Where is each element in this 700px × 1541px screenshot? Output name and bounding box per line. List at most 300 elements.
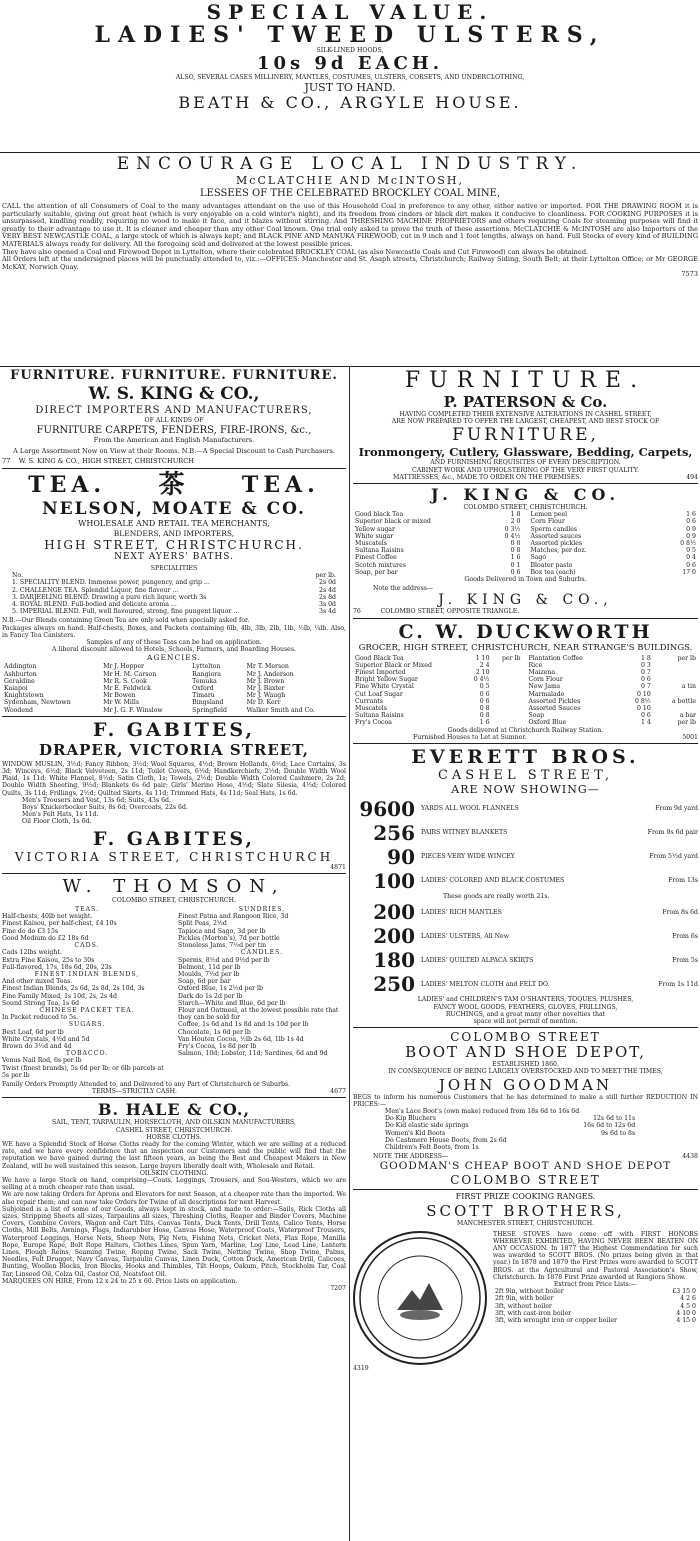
jking-row-cell: 0 9 — [686, 532, 696, 540]
divider — [353, 1189, 698, 1190]
agency-cell: Mr D. Kerr — [246, 699, 281, 707]
list-line: Stoneless Jams, 7½d per tin — [178, 942, 267, 950]
list-line: Finest Indian Blends, 2s 6d, 2s 8d, 2s 10d, 3s — [2, 985, 145, 993]
scott-price-row — [493, 1303, 698, 1310]
agency-cell: Timaru — [192, 692, 215, 700]
jking-row — [353, 518, 523, 525]
duckworth-row-cell: Superior Black or Mixed — [355, 661, 432, 669]
everett-row — [353, 821, 698, 845]
list-line: CANDLES. — [240, 949, 284, 957]
everett-rows — [353, 797, 698, 996]
duckworth-row-cell: Rice — [528, 661, 543, 669]
paterson-l2: ARE NOW PREPARED TO OFFER THE LARGEST, CHEAPEST, AND BEST STOCK OF — [391, 418, 660, 426]
tea-item-price: 3s 0d — [319, 601, 336, 608]
jking-row-cell: 0 1 — [510, 561, 521, 569]
paterson-l6: CABINET WORK AND UPHOLSTERING OF THE VERY FIRST QUALITY. — [411, 466, 640, 474]
tea-item-text: 1. SPECIALITY BLEND. Immense power, pungency, and grip ... — [12, 579, 210, 587]
duckworth-row-cell — [492, 705, 523, 712]
thomson-address: COLOMBO STREET, CHRISTCHURCH. — [112, 896, 236, 904]
duckworth-row-cell: Maizena — [528, 669, 556, 677]
beath-sub: SILK-LINED HOODS, — [316, 47, 384, 54]
tea-next: NEXT AYERS' BATHS. — [114, 551, 234, 562]
jking-row — [353, 554, 523, 561]
scott-ranges: FIRST PRIZE COOKING RANGES. — [455, 1192, 596, 1202]
duckworth-row-cell: New Jams — [528, 683, 561, 691]
jking-row-cell: Sultana Raisins — [355, 547, 404, 555]
right-column — [353, 368, 698, 1538]
everett-row — [353, 948, 698, 972]
everett-price: From 9d yard — [655, 805, 698, 813]
paterson-l7-line — [353, 474, 698, 481]
king-goods: FURNITURE CARPETS, FENDERS, FIRE-IRONS, &c., — [36, 425, 312, 437]
tea-perlb: per lb. — [315, 572, 336, 580]
duckworth-row — [353, 655, 523, 662]
list-line: SUNDRIES. — [238, 906, 286, 914]
jking-row — [529, 554, 699, 561]
list-line: TOBACCO. — [65, 1050, 109, 1058]
boot-overstocked: IN CONSEQUENCE OF BEING LARGELY OVERSTOCKED AND TO MEET THE TIMES, — [388, 1068, 663, 1076]
everett-street: CASHEL STREET, — [437, 768, 614, 784]
list-line: Cads 12lbs weight. — [2, 949, 62, 957]
everett-row — [353, 869, 698, 893]
duckworth-row — [353, 705, 523, 712]
agency-cell: Sydenham, Newtown — [4, 699, 71, 707]
tea-item-text: 4. ROYAL BLEND. Full-bodied and delicate aroma ... — [12, 601, 177, 608]
list-line: Chocolate, 1s 6d per lb — [178, 1028, 251, 1036]
boot-goodman: JOHN GOODMAN — [438, 1075, 613, 1094]
boot-number: 4438 — [682, 1153, 698, 1161]
duckworth-row — [527, 662, 699, 669]
scott-price-row-cell: 2ft 9in, with boiler — [495, 1295, 554, 1303]
list-line: TEAS. — [74, 906, 100, 914]
agency-row — [2, 685, 346, 692]
everett-qty: 256 — [373, 821, 415, 846]
list-line: Finest Patna and Rangoon Rice, 3d — [178, 913, 289, 921]
duckworth-row-cell: 1 10 — [475, 654, 490, 662]
tea-packages: Packages always on hand. Half-chests, Boxes, and Packets containing 6lb, 4lb, 3lb, 2lb, 1lb, ½lb, ¼lb. Also, in Fancy Tea Canisters. — [2, 624, 346, 639]
jking-row-cell: Muscatels — [355, 540, 387, 548]
jking-row-cell: Corn Flour — [530, 518, 565, 526]
duckworth-row — [527, 683, 699, 690]
duckworth-row-cell: 0 4½ — [473, 676, 490, 684]
everett-item: PIECES VERY WIDE WINCEY — [421, 853, 515, 861]
duckworth-row-cell: Cut Loaf Sugar — [355, 690, 403, 698]
tea-agencies-title: AGENCIES. — [147, 653, 201, 663]
everett-item: LADIES' QUILTED ALPACA SKIRTS — [421, 956, 534, 964]
agency-cell: Springfield — [192, 706, 227, 714]
everett-item: LADIES' COLORED AND BLACK COSTUMES — [421, 877, 565, 885]
agency-cell: Knightstown — [4, 692, 44, 700]
list-line: Twist (finest brands), 5s 6d per lb; or 6lb parcels at 5s per lb — [2, 1064, 164, 1079]
tea-title-right: TEA. — [241, 471, 320, 498]
agency-row — [2, 699, 346, 706]
everett-item: PAIRS WITNEY BLANKETS — [421, 829, 508, 837]
duckworth-row — [353, 719, 523, 726]
beath-just: JUST TO HAND. — [304, 81, 396, 95]
duckworth-row-cell: 1 4 — [640, 719, 651, 727]
duckworth-row — [353, 662, 523, 669]
duckworth-row-cell: 1 8 — [640, 654, 651, 662]
duckworth-row-cell: a tin — [681, 683, 696, 691]
duckworth-row-cell: 0 6 — [479, 690, 490, 698]
duckworth-row-cell — [492, 712, 523, 719]
duckworth-row-cell: 2 10 — [475, 669, 490, 677]
jking-row-cell: Finest Coffee — [355, 554, 397, 562]
boot-note-line — [353, 1153, 698, 1160]
boot-row — [383, 1115, 637, 1122]
duckworth-row — [527, 691, 699, 698]
boot-row-cell: Children's Felt Boots, from 1s — [385, 1143, 479, 1151]
list-line: Fine Family Mixed, 1s 10d, 2s, 2s 4d — [2, 992, 117, 1000]
hale-marquees: MARQUEES ON HIRE, From 12 x 24 to 25 x 60. Price Lists on application. — [2, 1277, 238, 1285]
jking-row — [529, 511, 699, 518]
boot-row-cell — [581, 1137, 637, 1144]
duckworth-row-cell: 0 6 — [479, 697, 490, 705]
jking-row — [353, 562, 523, 569]
duckworth-furn-line — [353, 734, 698, 741]
tea-item-text: 5. IMPERIAL BLEND. Full, well flavoured, strong, fine pungent liquor ... — [12, 608, 240, 616]
hale-number: 7207 — [330, 1285, 346, 1293]
boot-row — [383, 1144, 637, 1151]
king-number: 77 — [2, 457, 11, 466]
scott-price-row-cell: 4 15 0 — [676, 1316, 696, 1324]
list-line: Starch—White and Blue, 6d per lb — [178, 999, 286, 1007]
jking-row — [353, 526, 523, 533]
thomson-family: Family Orders Promptly Attended to, and Delivered to any Part of Christchurch or Suburbs. — [2, 1080, 291, 1088]
boot-note: NOTE THE ADDRESS— — [373, 1153, 449, 1161]
everett-row — [353, 972, 698, 996]
duckworth-lists — [353, 655, 698, 727]
list-line: Extra Fine Kaisou, 25s to 30s — [2, 956, 95, 964]
list-line: Full-flavored, 17s, 18s 6d, 20s, 23s — [2, 963, 112, 971]
tea-samples: Samples of any of these Teas can be had on application. — [86, 639, 262, 647]
list-line: Pickles (Morton's), 7d per bottle — [178, 934, 280, 942]
everett-price: From 6s — [672, 932, 698, 940]
boot-established: ESTABLISHED 1860. — [492, 1061, 559, 1069]
jking-row — [529, 533, 699, 540]
jking-name2: J. KING & CO., — [438, 592, 613, 609]
scott-body: THESE STOVES have come off with FIRST HONORS WHEREVER EXHIBITED, HAVING NEVER BEEN BEATEN ON ANY OCCASION. In 1877 the Highest Commendation for such was awarded to SCOTT BROS. (No prizes being given in that year.) In 1878 and 1879 the First Prizes were awarded to SCOTT BROS. at the Agricultural and Pastoral Association's Show, Christchurch. In 1878 First Prize awarded at Rangiora Show. — [493, 1230, 698, 1281]
duckworth-row-cell: 0 6 — [640, 712, 651, 720]
duckworth-row-cell: Fry's Cocoa — [355, 719, 392, 727]
tea-nb: N.B.—Our Blends containing Green Tea are only sold when specially asked for. — [2, 617, 250, 625]
jking-row-cell: 2 0 — [510, 518, 521, 526]
tea-header — [2, 471, 346, 499]
duckworth-row-cell — [653, 691, 698, 698]
king-address-line — [2, 458, 346, 466]
tea-item — [12, 594, 336, 601]
tea-item — [12, 608, 336, 615]
jking-row — [353, 540, 523, 547]
jking-row-cell: 0 4 — [686, 554, 696, 562]
thomson-name: W. THOMSON, — [62, 875, 286, 897]
duckworth-row-cell: 0 10 — [637, 705, 651, 713]
boot-row — [383, 1108, 637, 1115]
jking-row-cell: 0 9 — [686, 525, 696, 533]
everett-item: YARDS ALL WOOL FLANNELS — [421, 805, 519, 813]
tea-street: HIGH STREET, CHRISTCHURCH. — [44, 537, 304, 552]
jking-list-left — [353, 511, 523, 576]
thomson-lists — [2, 906, 346, 1079]
beath-also: ALSO, SEVERAL CASES MILLINERY, MANTLES, COSTUMES, ULSTERS, CORSETS, AND UNDERCLOTHING, — [175, 74, 525, 82]
scott-price-row-cell: 4 10 0 — [676, 1309, 696, 1317]
list-line: Dark do 1s 2d per lb — [178, 992, 243, 1000]
agency-cell: Mr J. Hopper — [103, 663, 144, 671]
duckworth-row-cell: Good Black Tea — [355, 654, 404, 662]
scott-price-row-cell: 4 5 0 — [680, 1302, 696, 1310]
duckworth-row — [527, 698, 699, 705]
scott-price-row-cell: 3ft, with cast-iron boiler — [495, 1309, 572, 1317]
duckworth-row-cell — [492, 676, 523, 683]
agency-cell: Oxford — [192, 685, 214, 693]
divider — [353, 483, 698, 484]
column-divider — [349, 366, 350, 1541]
boot-title: BOOT AND SHOE DEPOT, — [405, 1043, 646, 1062]
duckworth-row — [353, 676, 523, 683]
jking-row-cell: Lemon peel — [530, 511, 568, 519]
duckworth-row-cell — [653, 705, 698, 712]
paterson-l1: HAVING COMPLETED THEIR EXTENSIVE ALTERATIONS IN CASHEL STREET, — [399, 411, 652, 418]
paterson-l7: MATTRESSES, &c., MADE TO ORDER ON THE PREMISES. — [393, 473, 582, 481]
everett-qty: 250 — [373, 972, 415, 997]
beath-title: LADIES' TWEED ULSTERS, — [94, 22, 606, 48]
agency-cell: Ashburton — [4, 670, 37, 678]
jking-row-cell: Scotch mixtures — [355, 561, 406, 569]
duckworth-row — [353, 669, 523, 676]
agency-cell: Kaiapoi — [4, 685, 28, 693]
jking-address2: COLOMBO STREET, OPPOSITE TRIANGLE. — [380, 608, 520, 616]
list-line: Oxford Blue, 1s 2½d per lb — [178, 985, 263, 993]
tea-item-price: 2s 0d — [319, 579, 336, 587]
list-line: Fry's Cocoa, 1s 8d per lb — [178, 1042, 257, 1050]
beath-name: BEATH & CO., ARGYLE HOUSE. — [178, 93, 522, 113]
duckworth-row — [353, 691, 523, 698]
duckworth-row-cell: 0 5 — [479, 683, 490, 691]
everett-f2: FANCY WOOL GOODS, FEATHERS, GLOVES, FRILLINGS, — [433, 1003, 618, 1011]
hale-horse-head: HORSE CLOTHS. — [146, 1133, 202, 1141]
list-line: SUGARS. — [68, 1021, 106, 1029]
jking-row-cell: Matches, per doz. — [530, 547, 587, 555]
association-seal-icon — [353, 1231, 487, 1365]
king-importers: DIRECT IMPORTERS AND MANUFACTURERS, — [35, 405, 313, 416]
paterson-name: P. PATERSON & Co. — [443, 393, 608, 411]
scott-price-row-cell: 2ft 9in, without boiler — [495, 1288, 564, 1296]
hale-trade: SAIL, TENT, TARPAULIN, HORSECLOTH, AND OILSKIN MANUFACTURERS, — [51, 1119, 297, 1127]
tea-item — [12, 579, 336, 586]
everett-row — [353, 900, 698, 924]
duckworth-row — [353, 712, 523, 719]
agency-cell: Addington — [4, 663, 37, 671]
jking-row-cell: 1 6 — [510, 554, 521, 562]
jking-row — [529, 518, 699, 525]
jking-row-cell: Yellow sugar — [355, 525, 395, 533]
everett-qty: 90 — [387, 845, 415, 870]
scott-price-row — [493, 1288, 698, 1295]
jking-row-cell: 0 8½ — [680, 540, 696, 548]
duckworth-row — [527, 719, 699, 726]
agency-row — [2, 671, 346, 678]
duckworth-row-cell: 2 4 — [479, 661, 490, 669]
coal-body: CALL the attention of all Consumers of Coal to the many advantages attendant on the use of this Household Coal in preference to any other, either native or imported. FOR THE DRAWING ROOM it is particularly suitable, giving out great heat (which is very enjoyable on a cold winter's night), and its freedom from cinders or black dirt makes it conducive to cleanliness. FOR COOKING PURPOSES it is unsurpassed, kindling readily, requiring no wood to make it face, and it blazes without stirring. And THRESHING MACHINE PROPRIETORS and others requiring Coals for steaming purposes will find it greatly to their advantage to use it. It is cleaner and cheaper than any other Coal known. One trial only asked to prove the truth of these assertions. McCLATCHIE & McINTOSH are also Importers of the VERY BEST NEWCASTLE COAL, a large stock of which is always kept; and BLACK PINE AND MANUKA FIREWOOD, cut in 9 inch and 1 foot lengths, always on hand. Full Stocks of every kind of BUILDING MATERIALS always ready for delivery. All the foregoing sold and delivered at the lowest possible prices. — [2, 202, 698, 248]
boot-address1: GOODMAN'S CHEAP BOOT AND SHOE DEPOT — [379, 1160, 672, 1173]
everett-row — [353, 924, 698, 948]
paterson-title: FURNITURE. — [404, 368, 647, 393]
list-line: Finest Kaisou, per half-chest, £4 10s — [2, 920, 117, 928]
list-line: CHINESE PACKET TEA. — [39, 1006, 135, 1014]
list-line: Moulds, 7½d per lb — [178, 970, 240, 978]
hale-orders: We are now taking Orders for Aprons and Elevators for next Season, at a cheaper rate than the imported. We also repair them; and can now take Orders for Twine of all descriptions for next Harvest. — [2, 1191, 346, 1206]
jking-row — [529, 562, 699, 569]
divider — [2, 716, 346, 717]
jking-row-cell: 0 3½ — [504, 525, 521, 533]
duckworth-row-cell — [653, 676, 698, 683]
gabites-line2: Men's Trousers and Vest, 13s 6d; Suits, 43s 6d. — [22, 796, 171, 804]
duckworth-row-cell — [492, 669, 523, 676]
divider — [2, 873, 346, 874]
boot-row-cell: Women's Kid Boots — [385, 1129, 446, 1137]
tea-title-left: TEA. — [28, 471, 107, 498]
list-line: Coffee, 1s 6d and 1s 8d and 1s 10d per lb — [178, 1021, 309, 1029]
gabites-address: VICTORIA STREET, CHRISTCHURCH — [14, 849, 334, 864]
boot-row-cell: 9s 6d to 8s — [600, 1129, 636, 1137]
list-line: Tapioca and Sago, 3d per lb — [178, 927, 266, 935]
duckworth-delivered: Goods delivered at Christchurch Railway Station. — [447, 726, 604, 734]
jking-address: COLOMBO STREET, CHRISTCHURCH. — [463, 504, 588, 512]
tea-specialities: SPECIALITIES — [150, 564, 198, 572]
tea-item-price: 2s 4d — [319, 586, 336, 594]
jking-row-cell: 0 8 — [510, 547, 521, 555]
duckworth-row-cell: Currants — [355, 697, 383, 705]
scott-price-row — [493, 1317, 698, 1324]
duckworth-row-cell — [653, 662, 698, 669]
duckworth-row-cell: Bright Yellow Sugar — [355, 676, 418, 684]
duckworth-row-cell — [492, 698, 523, 705]
everett-showing: ARE NOW SHOWING— — [451, 783, 600, 797]
divider — [2, 1097, 346, 1098]
jking-row — [529, 569, 699, 576]
list-line: Good Medium do £2 18s 6d — [2, 934, 89, 942]
everett-f1: LADIES' and CHILDREN'S TAM O'SHANTERS, TOQUES, PLUSHES, — [417, 996, 634, 1004]
boot-row-cell: 16s 6d to 12s 6d — [583, 1122, 636, 1130]
list-line: Belmont, 11d per lb — [178, 963, 241, 971]
everett-price: From 9s 6d pair — [647, 829, 698, 837]
agency-cell: Mr W. Mills — [103, 699, 140, 707]
king-name: W. S. KING & CO., — [88, 384, 260, 404]
scott-price-row — [493, 1310, 698, 1317]
everett-row — [353, 845, 698, 869]
jking-row-cell: 0 4½ — [504, 532, 521, 540]
list-line: Sperms, 8½d and 9½d per lb — [178, 956, 270, 964]
king-makers: From the American and English Manufacturers. — [93, 436, 255, 445]
duckworth-number: 5001 — [682, 733, 698, 741]
scott-price-row-cell: £3 15 0 — [672, 1288, 696, 1296]
jking-row-cell: 0 8 — [510, 540, 521, 548]
agency-cell: Mr J. Waugh — [246, 692, 286, 700]
gabites-name2: F. GABITES, — [92, 827, 255, 850]
tea-agencies — [2, 663, 346, 713]
thomson-number: 4677 — [330, 1088, 346, 1096]
hale-oilskin-body: We have a large Stock on hand, comprising—Coats, Leggings, Trousers, and Sou-Westers, which we are selling at a much cheaper rate than usual. — [2, 1176, 346, 1192]
coal-ad — [2, 155, 698, 279]
tea-item — [12, 601, 336, 608]
scott-price-row-cell: 3ft, with wrought iron or copper boiler — [495, 1316, 617, 1324]
everett-row — [353, 797, 698, 821]
list-line: And other mixed Teas. — [2, 978, 73, 986]
beath-headline: SPECIAL VALUE. — [206, 0, 494, 24]
duckworth-row-cell: 0 8 — [479, 705, 490, 713]
scott-extract: Extract from Price Lists:— — [553, 1280, 638, 1288]
everett-price: From 5½d yard — [649, 853, 698, 861]
duckworth-address: GROCER, HIGH STREET, CHRISTCHURCH, NEAR STRANGE'S BUILDINGS. — [358, 642, 693, 653]
everett-qty: 100 — [373, 869, 415, 894]
divider — [0, 366, 700, 367]
list-line: CADS. — [74, 942, 100, 950]
duckworth-row — [353, 683, 523, 690]
list-line: Salmon, 10d; Lobster, 11d; Sardines, 6d and 9d — [178, 1050, 328, 1058]
king-kinds: OF ALL KINDS OF — [144, 417, 204, 424]
duckworth-row — [527, 705, 699, 712]
duckworth-row — [527, 676, 699, 683]
hale-oilskin-head: OILSKIN CLOTHING. — [139, 1169, 209, 1177]
divider — [353, 1027, 698, 1028]
duckworth-row — [527, 669, 699, 676]
list-line: Fine do do £3 15s — [2, 927, 59, 935]
gabites-number: 4871 — [330, 863, 346, 871]
divider — [353, 743, 698, 744]
list-line: Soap, 6d per bar — [178, 978, 231, 986]
duckworth-row-cell: per lb — [677, 719, 696, 727]
boot-row-cell: Men's Lace Boot's (own make) reduced from 18s 6d to 16s 6d — [385, 1107, 580, 1115]
scott-body-row — [353, 1231, 698, 1365]
duckworth-row-cell: Plantation Coffee — [528, 654, 583, 662]
boot-items — [383, 1108, 637, 1151]
everett-item: LADIES' ULSTERS, All New — [421, 932, 509, 940]
duckworth-row-cell: 0 7 — [640, 683, 651, 691]
boot-row-cell: Do Kid elastic side springs — [385, 1122, 469, 1130]
duckworth-row-cell: 0 3 — [640, 661, 651, 669]
agency-cell: Rangiora — [192, 670, 221, 678]
duckworth-row — [527, 712, 699, 719]
jking-row — [353, 547, 523, 554]
duckworth-name: C. W. DUCKWORTH — [398, 620, 653, 643]
hale-horse-body: WE have a Splendid Stock of Horse Cloths ready for the coming Winter, which we are selling at a reduced rate, and we have every confidence that an inspection our Customers and the public will find that the reputation we have gained during the last fifteen years, as being the Best and Cheapest Makers in New Zealand, will be well sustained this season. Large buyers liberally dealt with, Wholesale and Retail. — [2, 1140, 346, 1170]
agency-cell: Mr J. Baxter — [246, 685, 285, 693]
list-line: Venus Nail Rod, 6s per lb — [2, 1057, 82, 1065]
beath-ad — [0, 2, 700, 112]
duckworth-row-cell: per lb — [502, 654, 521, 662]
gabites-title: DRAPER, VICTORIA STREET, — [39, 740, 309, 759]
list-line: Split Peas, 2½d — [178, 920, 227, 928]
scott-name: SCOTT BROTHERS, — [426, 1202, 625, 1221]
gabites-name: F. GABITES, — [92, 718, 255, 741]
thomson-sundries — [178, 906, 346, 1079]
agency-cell: Lyttelton — [192, 663, 221, 671]
tea-item — [12, 587, 336, 594]
jking-row-cell: 1 6 — [686, 511, 696, 519]
duckworth-row — [353, 698, 523, 705]
jking-row-cell: Sperm candles — [530, 525, 578, 533]
agency-cell: Walker Smith and Co. — [246, 706, 315, 714]
duckworth-row-cell: Soap — [528, 712, 545, 720]
duckworth-row-cell: Assorted Pickles — [528, 697, 581, 705]
seal-graphic — [357, 1235, 483, 1361]
thomson-teas — [2, 906, 172, 1079]
jking-row-cell: Box tea (each) — [530, 568, 576, 576]
thomson-terms-line — [2, 1088, 346, 1095]
tea-items — [2, 579, 346, 615]
duckworth-row-cell: 0 8½ — [634, 697, 651, 705]
scott-address: MANCHESTER STREET, CHRISTCHURCH. — [456, 1220, 595, 1228]
